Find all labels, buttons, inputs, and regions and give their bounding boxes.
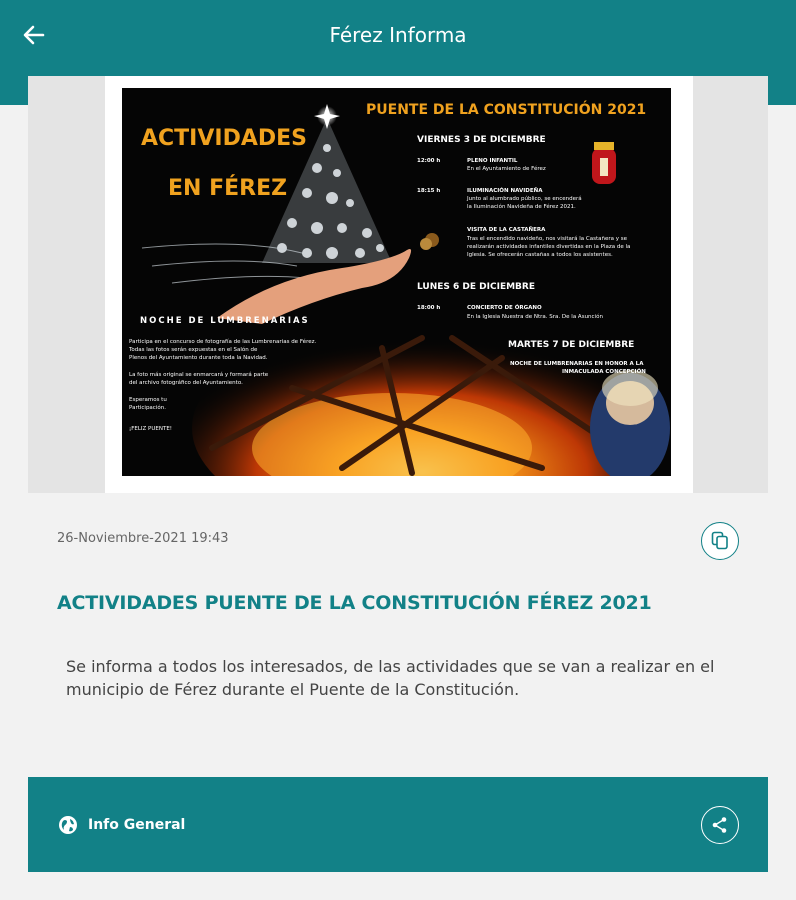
poster-item4-desc: En la Iglesia Nuestra de Ntra. Sra. De la Asunción [467, 314, 603, 320]
copy-button[interactable] [701, 522, 739, 560]
poster-item3-desc1: Tras el encendido navideño, nos visitará la Castañera y se [467, 236, 628, 242]
article-body: Se informa a todos los interesados, de las actividades que se van a realizar en el municipio de Férez durante el Puente de la Constitución. [66, 657, 715, 699]
copy-icon [711, 531, 729, 551]
poster-item2-desc1: Junto al alumbrado público, se encenderá [467, 196, 582, 202]
poster-day2: LUNES 6 DE DICIEMBRE [417, 282, 535, 292]
poster-item4-time: 18:00 h [417, 305, 441, 311]
poster-lum-p3: Plenos del Ayuntamiento durante toda la Navidad. [129, 355, 268, 361]
poster-item4-title: CONCIERTO DE ÓRGANO [467, 305, 542, 311]
article-date: 26-Noviembre-2021 19:43 [57, 531, 229, 546]
page-title: Férez Informa [329, 23, 467, 47]
poster-item2-time: 18:15 h [417, 188, 441, 194]
poster-lum-p8: ¡FELIZ PUENTE! [129, 426, 173, 432]
poster-lum-p2: Todas las fotos serán expuestas en el Salón de [129, 347, 258, 353]
poster-item1-title: PLENO INFANTIL [467, 158, 518, 164]
poster-item5-line2: INMACULADA CONCEPCIÓN [562, 369, 646, 375]
poster-item1-time: 12:00 h [417, 158, 441, 164]
poster-item3-desc2: realizarán actividades infantiles divertidas en la Plaza de la [467, 244, 631, 250]
poster-day3: MARTES 7 DE DICIEMBRE [508, 340, 635, 350]
share-button[interactable] [701, 806, 739, 844]
poster-title-line1: ACTIVIDADES [141, 126, 307, 151]
poster-lum-p5: del archivo fotográfico del Ayuntamiento. [129, 380, 243, 386]
share-icon [711, 816, 729, 834]
poster-lumbrenarias-title: NOCHE DE LUMBRENARIAS [140, 316, 310, 326]
poster-item5-line1: NOCHE DE LUMBRENARIAS EN HONOR A LA [510, 361, 644, 367]
poster-day1: VIERNES 3 DE DICIEMBRE [417, 135, 546, 145]
poster-item1-desc: En el Ayuntamiento de Férez [467, 166, 546, 172]
poster-frame [105, 76, 693, 493]
poster-lum-p6: Esperamos tu [129, 397, 167, 403]
event-poster-image[interactable] [122, 88, 671, 476]
poster-item3-desc3: Iglesia. Se ofrecerán castañas a todos los asistentes. [467, 252, 613, 258]
poster-event-title: PUENTE DE LA CONSTITUCIÓN 2021 [366, 102, 647, 118]
globe-icon [58, 815, 78, 835]
poster-item3-title: VISITA DE LA CASTAÑERA [467, 227, 546, 233]
poster-lum-p7: Participación. [129, 405, 166, 411]
poster-item2-title: ILUMINACIÓN NAVIDEÑA [467, 188, 543, 194]
category-label: Info General [88, 817, 186, 833]
category-link[interactable] [58, 813, 185, 837]
poster-lum-p4: La foto más original se enmarcará y formará parte [129, 372, 269, 378]
hero-image-area [28, 76, 768, 493]
poster-item2-desc2: la Iluminación Navideña de Férez 2021. [467, 204, 576, 210]
article-title: ACTIVIDADES PUENTE DE LA CONSTITUCIÓN FÉREZ 2021 [57, 592, 652, 614]
news-card [28, 76, 768, 872]
poster-lum-p1: Participa en el concurso de fotografía de las Lumbrenarias de Férez. [129, 339, 317, 345]
article-footer [28, 777, 768, 872]
poster-title-line2: EN FÉREZ [168, 176, 288, 201]
